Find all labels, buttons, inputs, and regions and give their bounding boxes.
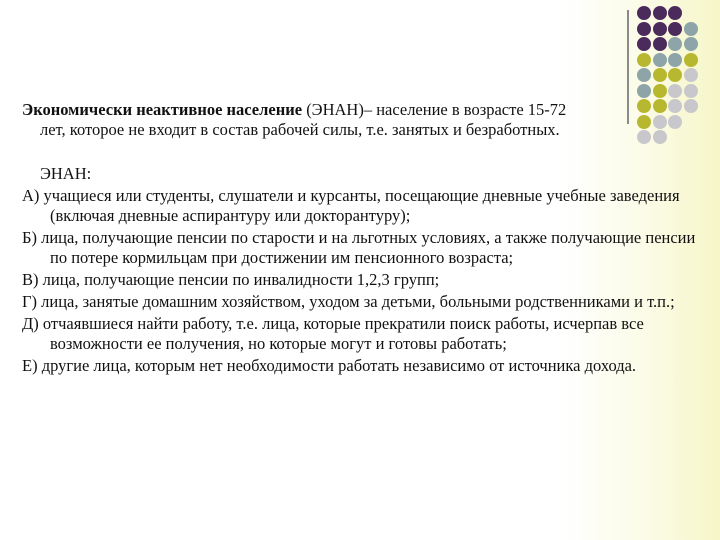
decorative-dot: [684, 22, 698, 36]
decorative-dot: [653, 37, 667, 51]
decorative-dot: [637, 68, 651, 82]
decorative-dot: [684, 37, 698, 51]
decorative-dot: [668, 84, 682, 98]
list-item: Е) другие лица, которым нет необходимости работать независимо от источника дохода.: [22, 356, 637, 375]
decorative-dot: [684, 68, 698, 82]
list-item: А) учащиеся или студенты, слушатели и курсанты, посещающие дневные учебные заведения (включая дневные аспирантуру или докторантуру);: [22, 186, 680, 225]
decorative-dot: [668, 68, 682, 82]
list-item: Б) лица, получающие пенсии по старости и на льготных условиях, а также получающие пенсии по потере кормильцам при достижении им пенсионного возраста;: [22, 228, 696, 267]
definition-paragraph: [22, 100, 698, 140]
decorative-dot: [684, 53, 698, 67]
list-item: Г) лица, занятые домашним хозяйством, уходом за детьми, больными родственниками и т.п.;: [22, 292, 675, 311]
decorative-dot: [653, 6, 667, 20]
decorative-dot: [637, 6, 651, 20]
decorative-dot: [637, 37, 651, 51]
definition-line-2: лет, которое не входит в состав рабочей силы, т.е. занятых и безработных.: [40, 120, 560, 139]
definition-line-1-rest: (ЭНАН)– население в возрасте 15-72: [302, 100, 567, 119]
decorative-dot: [653, 22, 667, 36]
decorative-dot: [637, 53, 651, 67]
decorative-dot: [684, 84, 698, 98]
decorative-dot: [653, 53, 667, 67]
definition-line-1: [22, 100, 698, 120]
decorative-dot: [668, 53, 682, 67]
list-title: ЭНАН:: [40, 164, 92, 183]
decorative-dot: [668, 6, 682, 20]
decorative-dot: [653, 84, 667, 98]
decorative-dot: [637, 84, 651, 98]
decorative-dot: [668, 37, 682, 51]
decorative-dot: [653, 68, 667, 82]
decorative-dot: [637, 22, 651, 36]
category-list: [22, 186, 712, 376]
list-item: Д) отчаявшиеся найти работу, т.е. лица, которые прекратили поиск работы, исчерпав все возможности ее получения, но которые могут и готовы работать;: [22, 314, 644, 353]
list-item: В) лица, получающие пенсии по инвалидности 1,2,3 групп;: [22, 270, 440, 289]
definition-term: Экономически неактивное население: [22, 100, 303, 119]
decorative-dot: [668, 22, 682, 36]
